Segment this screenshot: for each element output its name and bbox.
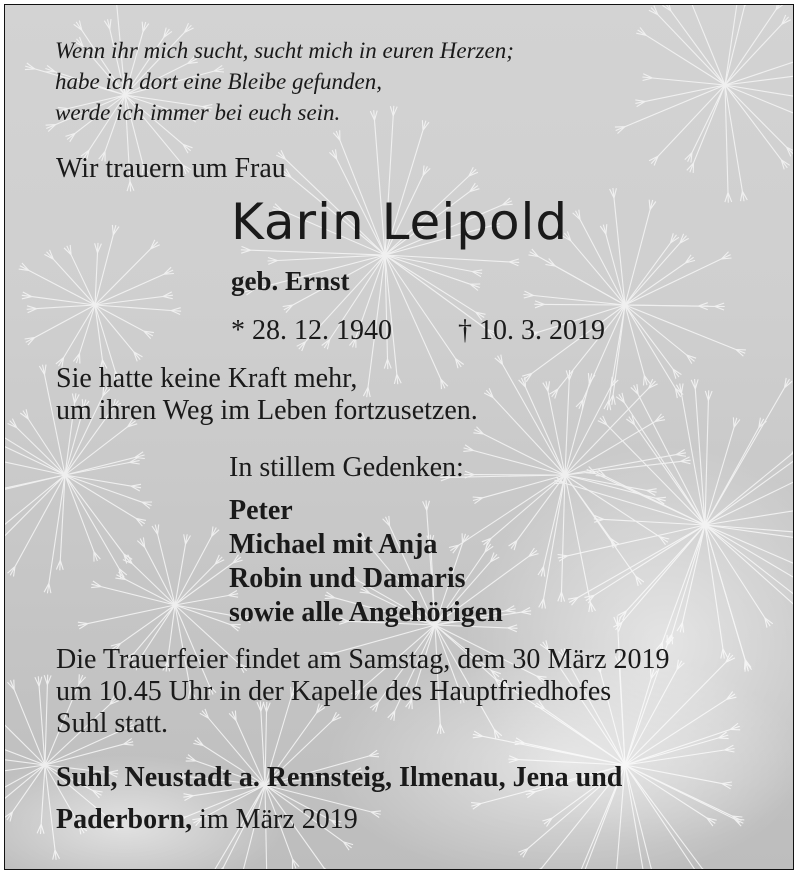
seed-filament [32,297,95,305]
seed-filament [29,270,95,305]
closing-date: im März 2019 [192,804,358,835]
seed-tuft [681,384,683,394]
seed-filament [625,305,687,355]
closing-place: Paderborn, [56,804,193,835]
closing-line [56,799,622,841]
seed-filament [625,85,725,127]
seed-filament [385,255,441,379]
poem-line: werde ich immer bei euch sein. [55,100,341,125]
funeral-line: Die Trauerfeier findet am Samstag, dem 30 März 2019 [56,644,670,675]
seed-filament [658,85,725,156]
seed-filament [692,85,725,153]
death-date: † 10. 3. 2019 [458,315,605,346]
mourner-item: Robin und Damaris [229,563,466,594]
seed-filament [45,685,47,765]
seed-filament [15,475,65,567]
funeral-line: um 10.45 Uhr in der Kapelle des Hauptfriedhofes [56,676,612,707]
seed-tuft [614,188,616,198]
seed-filament [625,259,722,305]
mourner-item: Peter [229,495,293,526]
seed-filament [71,255,95,305]
seed-filament [5,475,65,537]
seed-filament [65,475,94,552]
seed-tuft [702,869,710,870]
intro-text: Wir trauern um Frau [56,153,286,184]
seed-filament [646,35,725,85]
closing-line: Suhl, Neustadt a. Rennsteig, Ilmenau, Jena und [56,762,623,793]
seed-filament [493,398,565,475]
seed-tuft [324,868,330,870]
verse-line: Sie hatte keine Kraft mehr, [56,363,358,394]
seed-filament [625,305,698,306]
seed-tuft [548,381,550,391]
verse-line: um ihren Weg im Leben fortzusetzen. [56,395,478,426]
seed-filament [483,434,565,475]
seed-filament [17,428,65,475]
seed-tuft [324,868,332,870]
seed-filament [526,387,566,475]
mourner-item: sowie alle Angehörigen [229,597,503,628]
seed-filament [65,427,128,475]
dandelion-background-image [5,5,794,870]
mourner-item: Michael mit Anja [229,529,438,560]
obituary-card [4,4,794,870]
seed-filament [53,259,95,305]
seed-filament [658,15,725,85]
funeral-notice [56,644,670,740]
seed-tuft [78,622,88,623]
seed-tuft [39,677,42,687]
seed-tuft [525,377,526,387]
seed-filament [614,198,625,305]
deceased-name: Karin Leipold [231,193,569,251]
seed-filament [158,534,175,605]
poem-line: habe ich dort eine Bleibe gefunden, [55,69,383,94]
seed-tuft [130,462,140,464]
birth-date: * 28. 12. 1940 [231,315,392,346]
maiden-name: geb. Ernst [231,266,350,296]
seed-filament [645,85,725,101]
seed-filament [671,11,725,85]
funeral-line: Suhl statt. [56,708,169,739]
seed-tuft [635,100,645,102]
mourners-list [229,494,503,630]
seed-tuft [158,524,159,534]
seed-filament [65,475,124,554]
seed-filament [625,243,671,305]
seed-filament [5,743,45,765]
seed-filament [725,74,794,85]
seed-filament [175,563,233,605]
seed-filament [625,305,644,375]
seed-tuft [741,191,743,201]
closing-locations [56,757,622,841]
seed-filament [548,391,565,475]
seed-tuft [45,365,47,375]
seed-tuft [268,258,278,261]
seed-filament [132,564,175,605]
seed-filament [725,85,787,147]
seed-tuft [702,869,705,870]
seed-tuft [163,297,173,299]
seed-tuft [725,193,728,203]
seed-filament [503,364,566,475]
seed-filament [5,455,65,475]
seed-filament [101,587,175,605]
seed-filament [95,249,151,305]
seed-filament [65,475,119,569]
poem-quote [55,35,514,128]
seed-tuft [644,375,645,385]
seed-tuft [695,379,698,389]
seed-filament [544,304,625,305]
seed-tuft [606,224,607,234]
seed-filament [625,305,675,388]
seed-filament [145,547,175,605]
seed-filament [385,255,456,359]
seed-filament [175,605,231,625]
seed-tuft [27,306,37,309]
seed-tuft [164,274,174,275]
seed-tuft [124,744,134,745]
seed-filament [37,305,95,309]
seed-filament [95,305,171,311]
seed-tuft [110,19,111,29]
seed-filament [473,451,565,476]
seed-filament [125,579,175,605]
seed-tuft [46,125,56,126]
poem-line: Wenn ihr mich sucht, sucht mich in euren Herzen; [55,38,514,63]
verse-text [56,363,478,427]
seed-filament [652,78,725,85]
seed-filament [725,10,776,85]
remembrance-heading: In stillem Gedenken: [229,452,464,483]
seed-filament [95,305,115,371]
seed-tuft [744,5,750,7]
seed-filament [65,462,130,475]
